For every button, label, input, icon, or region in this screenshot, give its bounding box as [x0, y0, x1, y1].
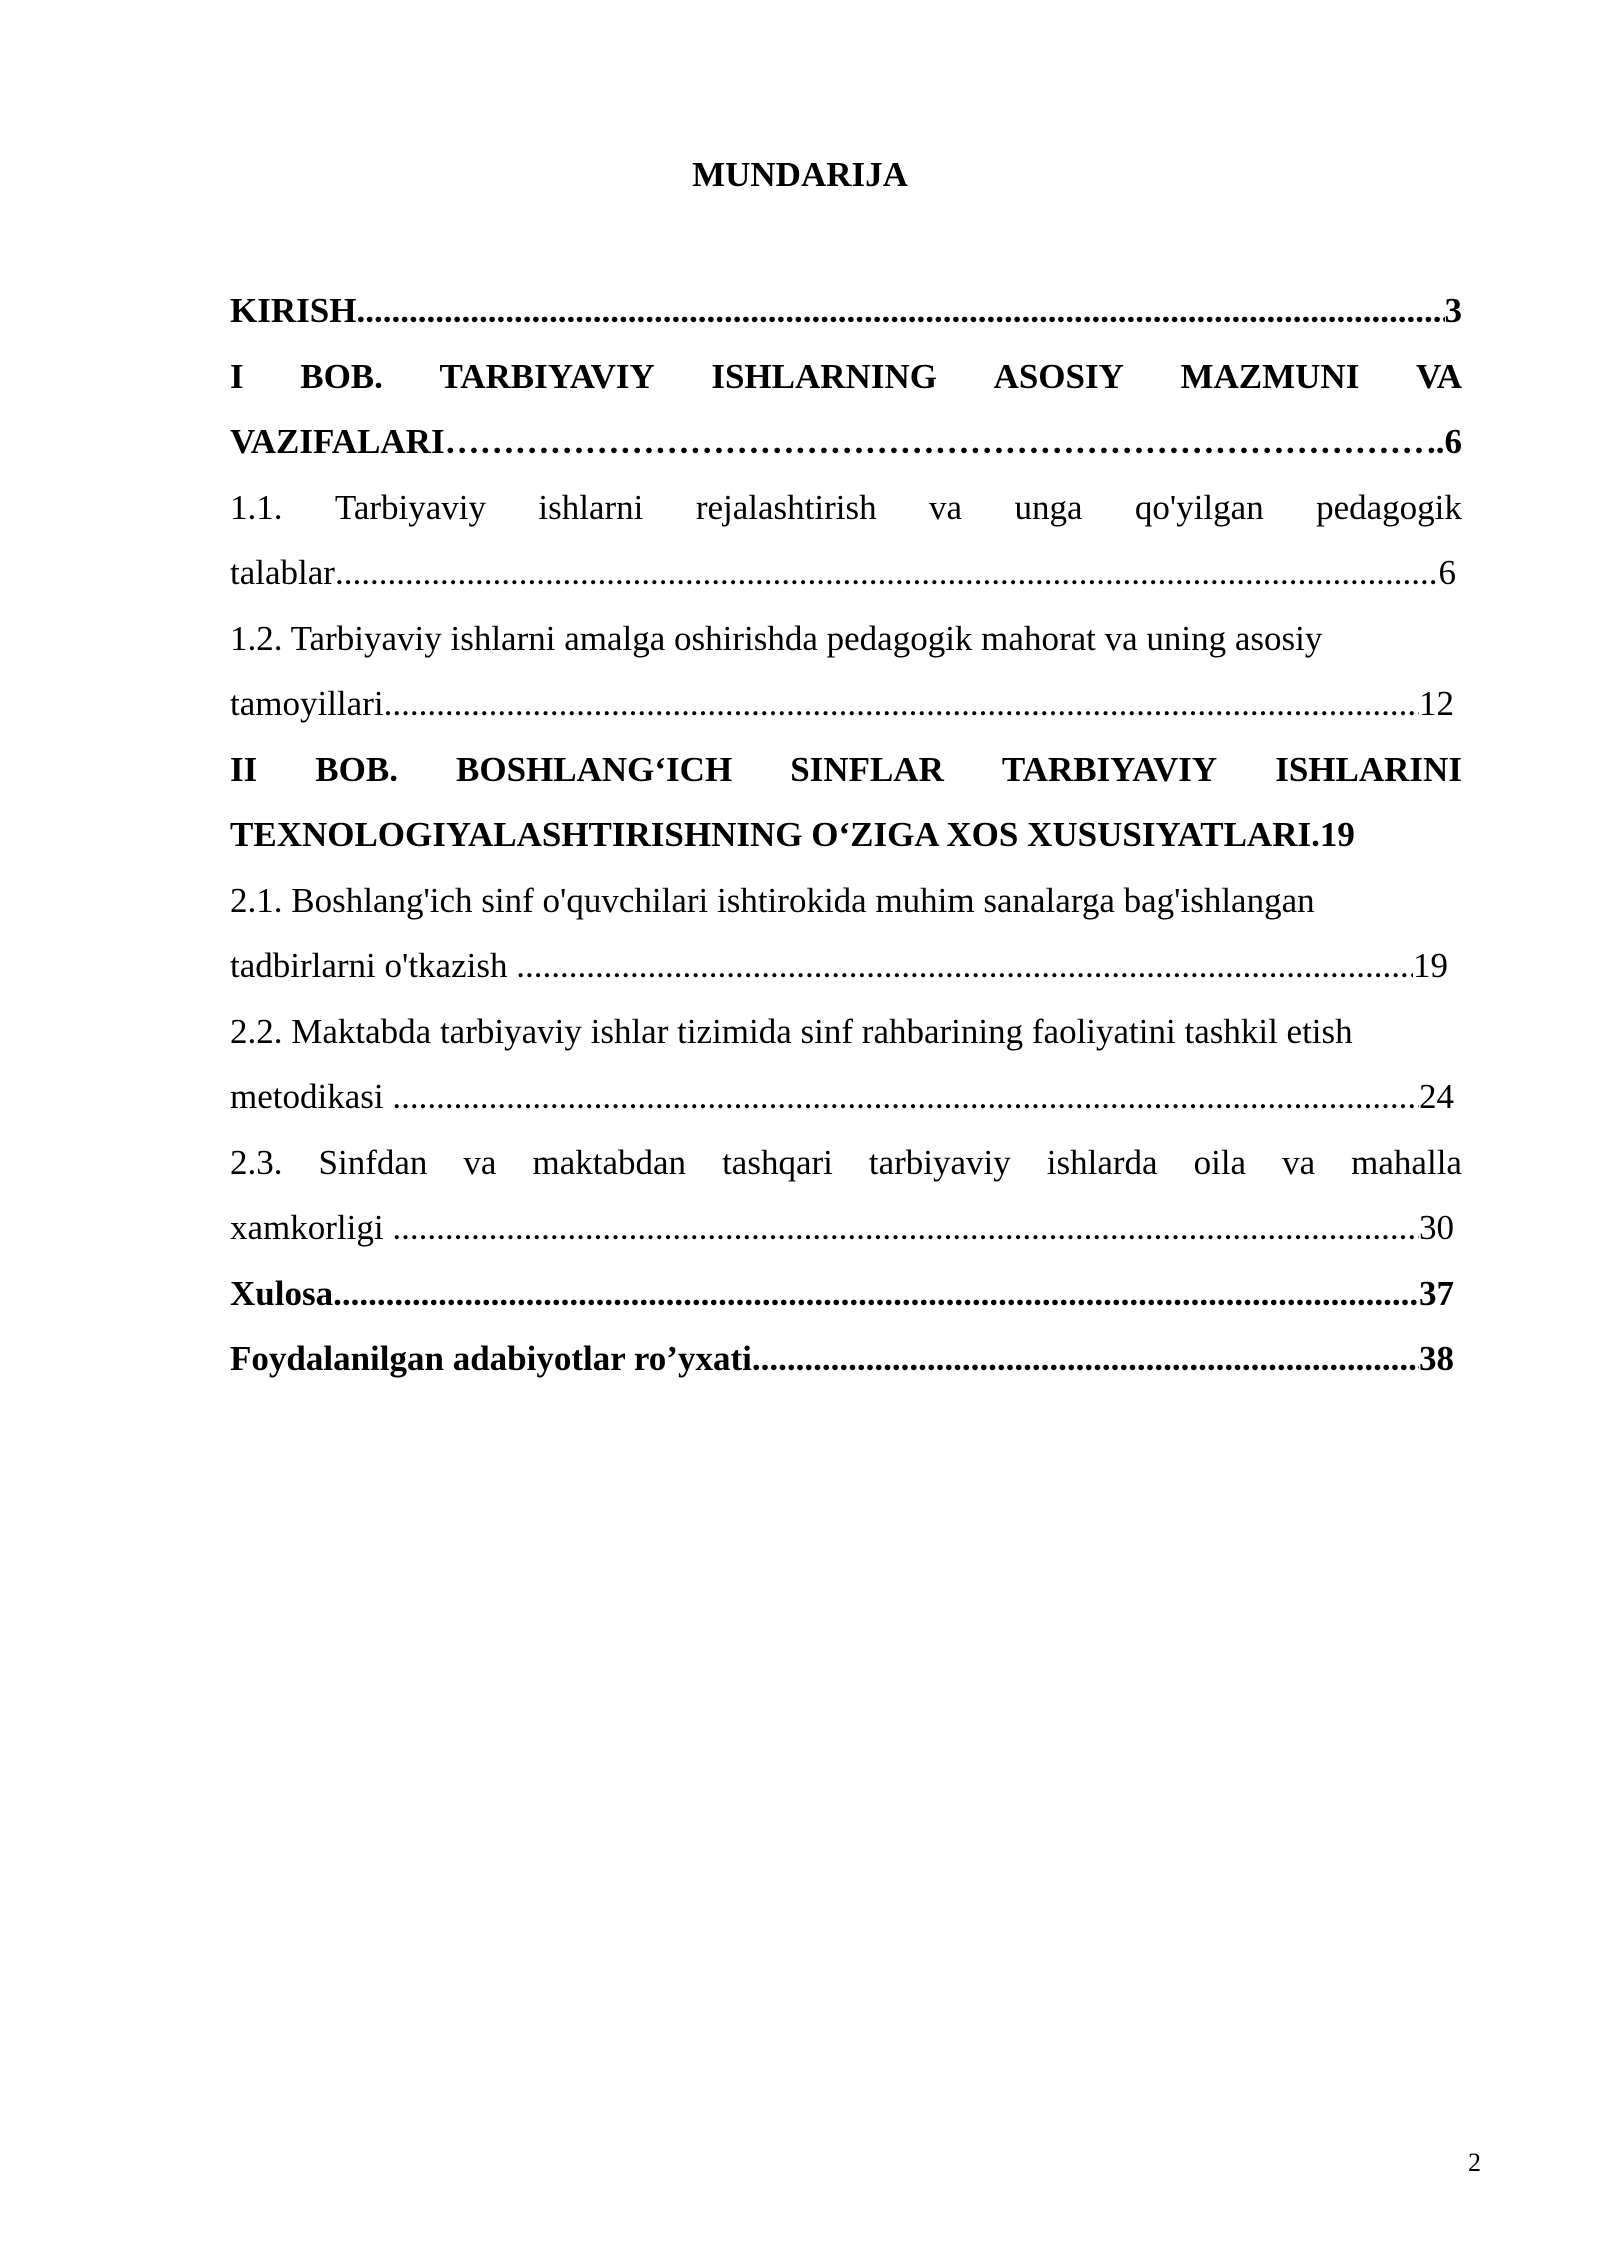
toc-page-number: 30 — [1419, 1208, 1454, 1247]
dot-leader — [445, 409, 1427, 475]
toc-entry-bob2-line2[interactable] — [230, 802, 1462, 868]
toc-entry-2-1-line1[interactable] — [230, 868, 1462, 934]
toc-entry-kirish[interactable] — [230, 278, 1462, 344]
dot-leader — [356, 278, 1444, 344]
toc-entry-bob1-line1[interactable] — [230, 344, 1462, 410]
toc-entry-text: VAZIFALARI — [230, 422, 445, 461]
dot-leader — [384, 671, 1419, 737]
toc-word: I — [230, 356, 244, 396]
toc-word: ishlarda — [1046, 1142, 1158, 1182]
toc-entry-2-1-line2[interactable] — [230, 933, 1462, 999]
toc-word: BOB. — [300, 356, 383, 396]
toc-word: maktabdan — [532, 1142, 687, 1182]
toc-word: oila — [1193, 1142, 1247, 1182]
toc-word: rejalashtirish — [695, 487, 877, 527]
toc-entry-2-2-line1[interactable] — [230, 999, 1462, 1065]
toc-word: TARBIYAVIY — [439, 356, 655, 396]
toc-page-number: 3 — [1444, 291, 1462, 330]
toc-page-number: 24 — [1419, 1077, 1454, 1116]
toc-entry-text: Xulosa — [230, 1273, 334, 1313]
toc-word: SINFLAR — [790, 749, 944, 789]
toc-word: Tarbiyaviy — [334, 487, 487, 527]
toc-entry-2-3-line1[interactable] — [230, 1130, 1462, 1196]
dot-leader — [392, 1064, 1419, 1130]
toc-word: BOSHLANG‘ICH — [456, 749, 733, 789]
toc-page-number: 6 — [1444, 422, 1462, 461]
toc-entry-xulosa[interactable] — [230, 1261, 1462, 1327]
toc-word: BOB. — [315, 749, 398, 789]
toc-entry-text: KIRISH — [230, 291, 357, 330]
toc-entry-text: 2.2. Maktabda tarbiyaviy ishlar tizimida sinf rahbarining faoliyatini tashkil etish — [230, 1011, 1353, 1051]
dot-leader — [752, 1326, 1419, 1392]
toc-entry-1-2-line2[interactable] — [230, 671, 1462, 737]
toc-word: II — [230, 749, 258, 789]
toc-word: ISHLARNING — [711, 356, 937, 396]
toc-entry-adabiyotlar[interactable] — [230, 1326, 1462, 1392]
toc-entry-text: tamoyillari — [230, 684, 384, 723]
toc-word: ISHLARINI — [1275, 749, 1462, 789]
toc-entry-text: tadbirlarni o'tkazish — [230, 946, 517, 985]
toc-entry-1-1-line2[interactable] — [230, 540, 1462, 606]
toc-entry-1-2-line1[interactable] — [230, 606, 1462, 672]
toc-entry-text: 1.2. Tarbiyaviy ishlarni amalga oshirishda pedagogik mahorat va uning asosiy — [230, 618, 1323, 658]
toc-entry-bob1-line2[interactable] — [230, 409, 1462, 475]
toc-word: 2.3. — [230, 1142, 283, 1182]
dot-leader — [392, 1195, 1419, 1261]
toc-entry-2-3-line2[interactable] — [230, 1195, 1462, 1261]
toc-page-number: 38 — [1419, 1339, 1454, 1378]
toc-entry-1-1-line1[interactable] — [230, 475, 1462, 541]
toc-entry-text: 2.1. Boshlang'ich sinf o'quvchilari ishtirokida muhim sanalarga bag'ishlangan — [230, 880, 1315, 920]
toc-entry-text: Foydalanilgan adabiyotlar ro’yxati — [230, 1339, 752, 1378]
table-of-contents — [230, 278, 1462, 1392]
toc-word: qo'yilgan — [1134, 487, 1264, 527]
page-number: 2 — [1468, 2148, 1481, 2177]
toc-word: Sinfdan — [318, 1142, 428, 1182]
toc-entry-text: metodikasi — [230, 1077, 393, 1116]
dot-leader — [333, 1261, 1419, 1327]
toc-word: mahalla — [1351, 1142, 1462, 1182]
toc-word: ishlarni — [538, 487, 644, 527]
toc-word: va — [929, 487, 963, 527]
dot-leader — [516, 933, 1413, 999]
toc-page-number: 12 — [1419, 684, 1454, 723]
toc-word: TARBIYAVIY — [1001, 749, 1218, 789]
toc-entry-text: talablar — [230, 553, 335, 592]
toc-leader-tail: .. — [1427, 422, 1445, 461]
toc-entry-bob2-line1[interactable] — [230, 737, 1462, 803]
toc-word: ASOSIY — [993, 356, 1124, 396]
toc-word: MAZMUNI — [1180, 356, 1360, 396]
toc-word: unga — [1014, 487, 1083, 527]
toc-word: va — [463, 1142, 497, 1182]
toc-entry-2-2-line2[interactable] — [230, 1064, 1462, 1130]
toc-word: VA — [1415, 356, 1462, 396]
toc-word: tarbiyaviy — [868, 1142, 1011, 1182]
dot-leader — [335, 540, 1439, 606]
toc-word: 1.1. — [230, 487, 283, 527]
page-title: MUNDARIJA — [692, 155, 908, 194]
toc-page-number: 19 — [1413, 946, 1448, 985]
toc-page-number: 6 — [1438, 553, 1456, 592]
toc-entry-text: TEXNOLOGIYALASHTIRISHNING O‘ZIGA XOS XUSUSIYATLARI.19 — [230, 815, 1355, 854]
toc-word: va — [1282, 1142, 1316, 1182]
toc-word: tashqari — [722, 1142, 833, 1182]
toc-word: pedagogik — [1316, 487, 1462, 527]
toc-page-number: 37 — [1419, 1273, 1454, 1313]
toc-entry-text: xamkorligi — [230, 1208, 393, 1247]
